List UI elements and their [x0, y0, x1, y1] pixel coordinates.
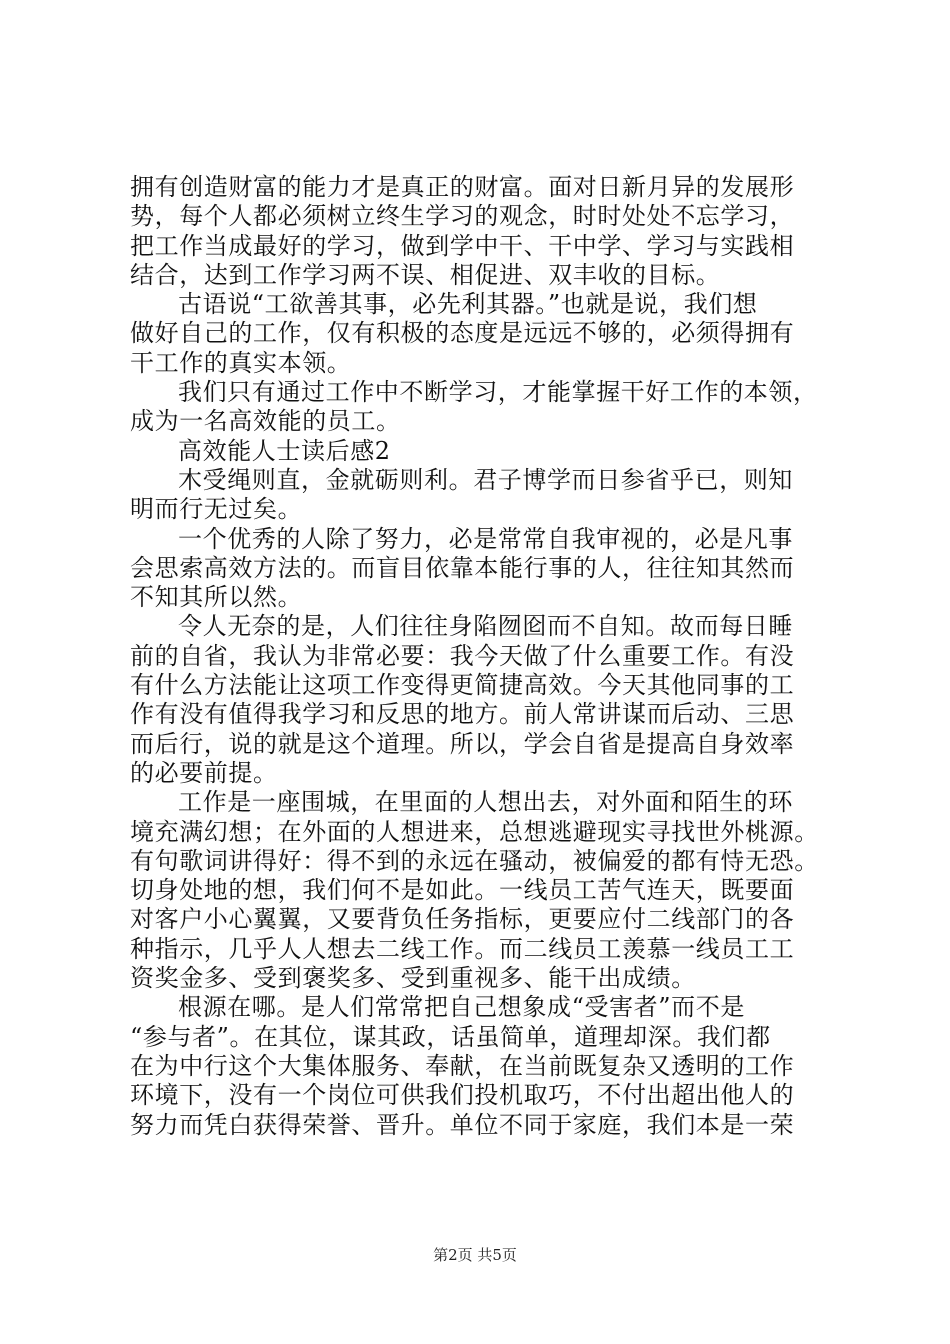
text-line: 在为中行这个大集体服务、奉献，在当前既复杂又透明的工作: [130, 1051, 795, 1080]
text-line: 令人无奈的是，人们往往身陷囫囵而不自知。故而每日睡: [178, 612, 793, 641]
text-line: 种指示，几乎人人想去二线工作。而二线员工羡慕一线员工工: [130, 934, 795, 963]
text-line: 环境下，没有一个岗位可供我们投机取巧，不付出超出他人的: [130, 1081, 795, 1110]
text-line: 一个优秀的人除了努力，必是常常自我审视的，必是凡事: [178, 524, 793, 553]
text-line: 明而行无过矣。: [130, 495, 303, 524]
text-line: 境充满幻想；在外面的人想进来，总想逃避现实寻找世外桃源。: [130, 817, 819, 846]
text-line: 拥有创造财富的能力才是真正的财富。面对日新月异的发展形: [130, 173, 795, 201]
text-line: 不知其所以然。: [130, 583, 303, 612]
text-line: 而后行，说的就是这个道理。所以，学会自省是提高自身效率: [130, 729, 795, 758]
text-line: 木受绳则直，金就砺则利。君子博学而日参省乎已，则知: [178, 465, 793, 494]
text-line: 的必要前提。: [130, 758, 278, 787]
text-line: 我们只有通过工作中不断学习，才能掌握干好工作的本领，: [178, 378, 818, 407]
body-text: [130, 173, 835, 1140]
text-line: 成为一名高效能的员工。: [130, 407, 401, 436]
text-line: 资奖金多、受到褒奖多、受到重视多、能干出成绩。: [130, 964, 696, 993]
text-line: 干工作的真实本领。: [130, 348, 352, 377]
text-line: 努力而凭白获得荣誉、晋升。单位不同于家庭，我们本是一荣: [130, 1110, 795, 1139]
text-line: 根源在哪。是人们常常把自己想象成“受害者”而不是: [178, 993, 745, 1022]
text-line: 工作是一座围城，在里面的人想出去，对外面和陌生的环: [178, 788, 793, 817]
text-line: 有句歌词讲得好：得不到的永远在骚动，被偏爱的都有恃无恐。: [130, 846, 819, 875]
page-footer: 第2页 共5页: [433, 1246, 517, 1264]
text-line: 做好自己的工作，仅有积极的态度是远远不够的，必须得拥有: [130, 319, 795, 348]
text-line: 前的自省，我认为非常必要：我今天做了什么重要工作。有没: [130, 641, 795, 670]
text-line: 把工作当成最好的学习，做到学中干、干中学、学习与实践相: [130, 231, 795, 260]
text-line: 会思索高效方法的。而盲目依靠本能行事的人，往往知其然而: [130, 553, 795, 582]
text-line: 高效能人士读后感2: [178, 436, 391, 465]
text-line: 切身处地的想，我们何不是如此。一线员工苦气连天，既要面: [130, 876, 795, 905]
text-line: 势，每个人都必须树立终生学习的观念，时时处处不忘学习，: [130, 202, 795, 231]
text-line: 对客户小心翼翼，又要背负任务指标，更要应付二线部门的各: [130, 905, 795, 934]
text-line: 作有没有值得我学习和反思的地方。前人常讲谋而后动、三思: [130, 700, 795, 729]
text-line: 结合，达到工作学习两不误、相促进、双丰收的目标。: [130, 260, 721, 289]
text-line: 古语说“工欲善其事，必先利其器。”也就是说，我们想: [178, 290, 758, 319]
text-line: 有什么方法能让这项工作变得更简捷高效。今天其他同事的工: [130, 671, 795, 700]
text-line: “参与者”。在其位，谋其政，话虽简单，道理却深。我们都: [130, 1022, 771, 1051]
